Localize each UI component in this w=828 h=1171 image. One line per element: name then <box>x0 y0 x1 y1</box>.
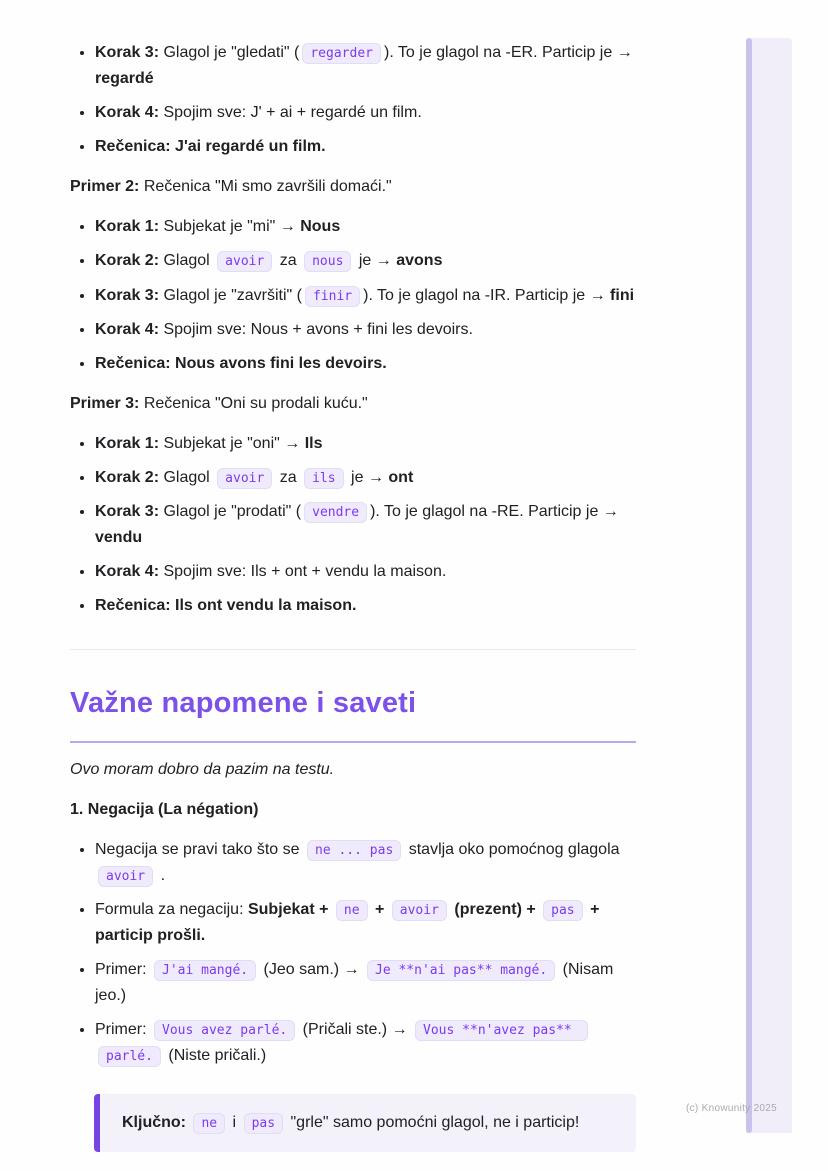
code-chip: finir <box>305 286 360 307</box>
bold-run: Rečenica: Nous avons fini les devoirs. <box>95 354 387 372</box>
code-chip: pas <box>244 1113 283 1134</box>
text-run: Spojim sve: Nous + avons + fini les devoirs. <box>159 320 473 338</box>
bold-run: Korak 2: <box>95 252 160 270</box>
code-chip: Je **n'ai pas** mangé. <box>367 960 555 981</box>
bold-run: fini <box>610 286 635 304</box>
list-item <box>95 559 636 585</box>
section-divider <box>70 649 636 650</box>
text-run: za <box>275 252 302 270</box>
text-run: Subjekat je "oni" → <box>159 434 305 452</box>
bullet-list <box>70 431 636 619</box>
text-run: Rečenica "Mi smo završili domaći." <box>139 178 392 196</box>
subsection-heading: 1. Negacija (La négation) <box>70 800 259 818</box>
list-item <box>95 100 636 126</box>
code-chip: regarder <box>302 43 381 64</box>
list-item <box>95 248 636 274</box>
code-chip: ne <box>193 1113 225 1134</box>
bold-run: ont <box>388 468 414 486</box>
list-item <box>95 837 636 889</box>
bold-run: avons <box>396 252 443 270</box>
text-run: . <box>156 866 166 884</box>
code-chip: nous <box>304 251 351 272</box>
text-run: i <box>228 1114 241 1132</box>
text-run: Primer: <box>95 961 151 979</box>
text-run: Glagol <box>159 252 215 270</box>
text-run: Spojim sve: J' + ai + regardé un film. <box>159 104 422 122</box>
scroll-panel <box>746 38 792 1133</box>
bullet-list <box>70 837 636 1070</box>
bullet-list <box>70 40 636 160</box>
bold-run: + particip prošli. <box>95 900 600 944</box>
text-run: Spojim sve: Ils + ont + vendu la maison. <box>159 563 447 581</box>
code-chip: avoir <box>217 468 272 489</box>
code-chip: Vous **n'avez pas** parlé. <box>98 1020 588 1067</box>
bold-run: regardé <box>95 70 154 88</box>
code-chip: ils <box>304 468 343 489</box>
text-run: stavlja oko pomoćnog glagola <box>404 840 620 858</box>
text-run: Rečenica "Oni su prodali kuću." <box>139 394 368 412</box>
list-item <box>95 431 636 457</box>
bold-run: Korak 3: <box>95 44 160 61</box>
bold-run: Korak 4: <box>95 563 160 581</box>
code-chip: J'ai mangé. <box>154 960 256 981</box>
list-item <box>95 134 636 160</box>
text-run: Formula za negaciju: <box>95 900 248 918</box>
bold-run: Ils <box>304 434 323 452</box>
code-chip: vendre <box>304 502 367 523</box>
bold-run: Rečenica: Ils ont vendu la maison. <box>95 597 357 615</box>
paragraph <box>70 174 636 200</box>
bold-run: vendu <box>95 529 143 547</box>
callout-box <box>94 1094 636 1152</box>
list-item <box>95 593 636 619</box>
bold-run: Korak 1: <box>95 434 160 452</box>
bold-run: Korak 4: <box>95 320 160 338</box>
text-run: Subjekat je "mi" → <box>159 218 301 236</box>
code-chip: ne <box>336 900 368 921</box>
bullet-list <box>70 214 636 376</box>
text-run: ). To je glagol na -RE. Particip je → <box>370 503 619 521</box>
copyright-watermark: (c) Knowunity 2025 <box>686 1103 778 1114</box>
bold-run: Korak 2: <box>95 468 160 486</box>
note-italic: Ovo moram dobro da pazim na testu. <box>70 760 335 778</box>
bold-run: Primer 2: <box>70 178 140 196</box>
text-run: "grle" samo pomoćni glagol, ne i particip! <box>286 1114 580 1132</box>
bold-run: Korak 3: <box>95 286 160 304</box>
code-chip: Vous avez parlé. <box>154 1020 295 1041</box>
text-run: Primer: <box>95 1021 151 1039</box>
text-run: za <box>275 468 302 486</box>
section-heading: Važne napomene i saveti <box>70 680 636 742</box>
text-run <box>186 1114 190 1131</box>
bold-run: Korak 1: <box>95 218 160 236</box>
note-content <box>70 26 636 1152</box>
bold-run: Nous <box>300 218 341 236</box>
text-run: Glagol je "završiti" ( <box>159 286 302 304</box>
text-run: (Pričali ste.) → <box>298 1021 413 1039</box>
text-run: Glagol je "gledati" ( <box>159 44 300 61</box>
bold-run: Rečenica: J'ai regardé un film. <box>95 138 326 156</box>
text-run: (Jeo sam.) → <box>259 961 364 979</box>
list-item <box>95 40 636 92</box>
bold-run: Subjekat + <box>247 900 333 918</box>
text-run: ). To je glagol na -ER. Particip je → <box>383 44 633 61</box>
text-run: Glagol <box>159 468 215 486</box>
list-item <box>95 214 636 240</box>
text-run: ). To je glagol na -IR. Particip je → <box>363 286 611 304</box>
code-chip: avoir <box>217 251 272 272</box>
text-run: Negacija se pravi tako što se <box>95 840 304 858</box>
code-chip: avoir <box>392 900 447 921</box>
list-item <box>95 957 636 1009</box>
list-item <box>95 897 636 949</box>
list-item <box>95 465 636 491</box>
code-chip: avoir <box>98 866 153 887</box>
paragraph <box>70 391 636 417</box>
bold-run: + <box>370 900 389 918</box>
text-run: je → <box>354 252 397 270</box>
list-item <box>95 499 636 551</box>
bold-run: Primer 3: <box>70 394 140 412</box>
list-item <box>95 351 636 377</box>
bold-run: Korak 3: <box>95 503 160 521</box>
code-chip: ne ... pas <box>307 840 401 861</box>
text-run: (Niste pričali.) <box>163 1047 267 1065</box>
bold-run: (prezent) + <box>449 900 541 918</box>
text-run: Glagol je "prodati" ( <box>159 503 302 521</box>
list-item <box>95 283 636 309</box>
code-chip: pas <box>543 900 582 921</box>
list-item <box>95 317 636 343</box>
text-run: je → <box>346 468 389 486</box>
scrollbar-thumb[interactable] <box>746 38 752 1133</box>
bold-run: Korak 4: <box>95 104 160 122</box>
bold-run: Ključno: <box>122 1114 186 1132</box>
list-item <box>95 1017 636 1069</box>
text-run: (Nisam jeo.) <box>95 961 614 1005</box>
